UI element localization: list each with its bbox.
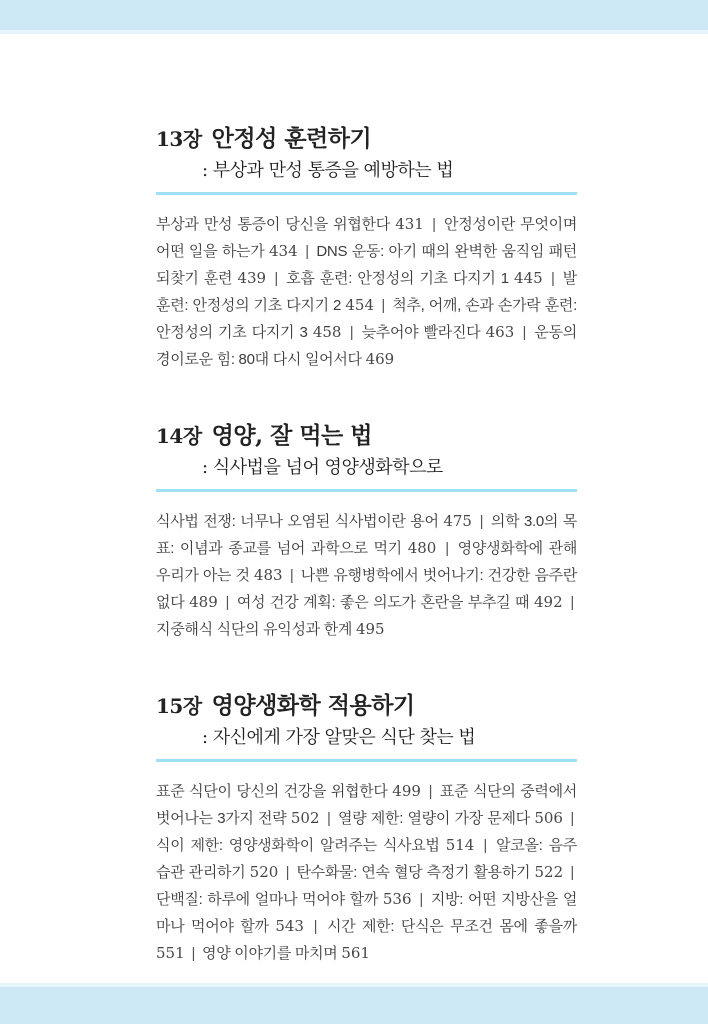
toc-entry-title: 열량 제한: 열량이 가장 문제다	[338, 810, 530, 827]
chapter-subtitle: : 부상과 만성 통증을 예방하는 법	[202, 160, 454, 181]
entry-separator: |	[191, 945, 196, 962]
toc-paragraph	[156, 778, 577, 967]
toc-entry-title: 안정성이란 무엇이며 어떤 일을 하는가	[156, 216, 578, 260]
toc-entry-title: 부상과 만성 통증이 당신을 위협한다	[156, 216, 390, 233]
entry-separator: |	[305, 243, 309, 260]
toc-entry-page: 445	[514, 269, 543, 287]
entry-separator: |	[428, 783, 433, 800]
toc-entry-page: 551	[156, 944, 185, 962]
toc-entry-page: 489	[189, 593, 218, 611]
toc-entry-title: 운동의 경이로운 힘: 80대 다시 일어서다	[156, 324, 577, 368]
toc-entry-title: 늦추어야 빨라진다	[361, 324, 481, 341]
toc-entry-title: 영양 이야기를 마치며	[202, 945, 338, 962]
chapter-number: 13장	[156, 127, 202, 151]
toc-entry-page: 536	[382, 890, 412, 908]
toc-entry-title: 단백질: 하루에 얼마나 먹어야 할까	[156, 891, 378, 908]
toc-paragraph	[156, 211, 577, 373]
toc-entry-page: 483	[253, 566, 283, 584]
toc-entry-page: 543	[275, 917, 304, 935]
toc-entry-page: 458	[312, 323, 342, 341]
toc-entry-title: 표준 식단의 중력에서 벗어나는 3가지 전략	[156, 783, 577, 827]
toc-content	[156, 120, 577, 967]
entry-separator: |	[550, 270, 555, 287]
toc-entry-title: 알코올: 음주 습관 관리하기	[156, 837, 577, 881]
entry-separator: |	[483, 837, 488, 854]
chapter-heading	[156, 687, 577, 720]
entry-separator: |	[289, 567, 294, 584]
toc-entry-title: 나쁜 유행병학에서 벗어나기: 건강한 음주란 없다	[156, 567, 578, 611]
entry-separator: |	[570, 594, 574, 611]
toc-entry-page: 495	[355, 620, 385, 638]
toc-entry-page: 514	[445, 836, 475, 854]
chapter-subtitle: : 자신에게 가장 알맞은 식단 찾는 법	[202, 727, 476, 748]
toc-entry-page: 475	[443, 512, 472, 530]
toc-entry-page: 463	[485, 323, 515, 341]
toc-entry-title: 표준 식단이 당신의 건강을 위협한다	[156, 783, 388, 800]
toc-entry-page: 480	[407, 539, 437, 557]
toc-entry-title: 식사법 전쟁: 너무나 오염된 식사법이란 용어	[156, 513, 439, 530]
entry-separator: |	[570, 864, 574, 881]
chapter-section	[156, 120, 577, 373]
top-edge-strip	[0, 0, 708, 34]
toc-entry-page: 439	[237, 269, 267, 287]
toc-entry-page: 522	[534, 863, 564, 881]
toc-entry-title: DNS 운동: 아기 때의 완벽한 움직임 패턴 되찾기 훈련	[156, 243, 577, 287]
bottom-edge-strip	[0, 983, 708, 1024]
toc-entry-title: 여성 건강 계획: 좋은 의도가 혼란을 부추길 때	[236, 594, 530, 611]
toc-entry-page: 454	[345, 296, 375, 314]
toc-entry-title: 탄수화물: 연속 혈당 측정기 활용하기	[296, 864, 531, 881]
chapter-section	[156, 417, 577, 643]
toc-entry-page: 431	[395, 215, 424, 233]
entry-separator: |	[432, 216, 436, 233]
toc-entry-title: 의학 3.0의 목표: 이념과 종교를 넘어 과학으로 먹기	[156, 513, 577, 557]
toc-entry-title: 영양생화학에 관해 우리가 아는 것	[156, 540, 578, 584]
chapter-subtitle: : 식사법을 넘어 영양생화학으로	[202, 457, 443, 478]
chapter-title: 영양생화학 적용하기	[211, 692, 415, 719]
toc-entry-title: 식이 제한: 영양생화학이 알려주는 식사요법	[156, 837, 440, 854]
chapter-number: 15장	[156, 694, 202, 718]
toc-entry-page: 492	[533, 593, 563, 611]
toc-entry-title: 척추, 어깨, 손과 손가락 훈련: 안정성의 기초 다지기 3	[156, 297, 577, 341]
section-rule	[156, 759, 577, 762]
entry-separator: |	[522, 324, 527, 341]
toc-entry-title: 발 훈련: 안정성의 기초 다지기 2	[156, 270, 577, 314]
chapter-title: 영양, 잘 먹는 법	[211, 422, 372, 449]
toc-entry-title: 지중해식 식단의 유익성과 한계	[156, 621, 353, 638]
toc-entry-page: 502	[290, 809, 320, 827]
entry-separator: |	[313, 918, 318, 935]
toc-entry-title: 호흡 훈련: 안정성의 기초 다지기 1	[286, 270, 509, 287]
chapter-heading	[156, 417, 577, 450]
entry-separator: |	[326, 810, 331, 827]
chapter-title: 안정성 훈련하기	[211, 125, 372, 152]
toc-entry-page: 506	[534, 809, 563, 827]
entry-separator: |	[349, 324, 354, 341]
entry-separator: |	[225, 594, 230, 611]
section-rule	[156, 489, 577, 492]
entry-separator: |	[419, 891, 423, 908]
entry-separator: |	[570, 810, 574, 827]
toc-entry-page: 520	[249, 863, 279, 881]
toc-paragraph	[156, 508, 577, 643]
entry-separator: |	[479, 513, 484, 530]
chapter-heading	[156, 120, 577, 153]
section-rule	[156, 192, 577, 195]
entry-separator: |	[381, 297, 385, 314]
toc-entry-title: 시간 제한: 단식은 무조건 몸에 좋을까	[326, 918, 577, 935]
toc-entry-page: 499	[392, 782, 421, 800]
chapter-section	[156, 687, 577, 967]
toc-entry-page: 561	[341, 944, 370, 962]
entry-separator: |	[445, 540, 449, 557]
chapter-number: 14장	[156, 424, 202, 448]
entry-separator: |	[274, 270, 278, 287]
toc-entry-page: 469	[365, 350, 395, 368]
toc-entry-title: 지방: 어떤 지방산을 얼마나 먹어야 할까	[156, 891, 578, 935]
toc-entry-page: 434	[269, 242, 298, 260]
entry-separator: |	[285, 864, 290, 881]
